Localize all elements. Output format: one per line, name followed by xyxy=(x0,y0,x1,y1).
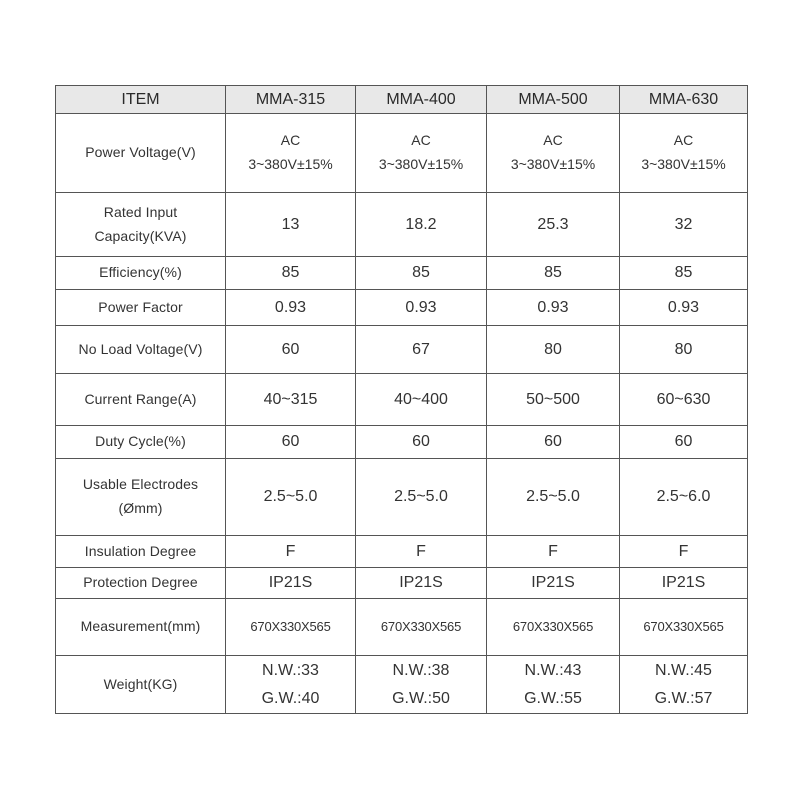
cell-line: AC xyxy=(411,132,431,149)
cell-line: G.W.:57 xyxy=(654,689,713,707)
cell-line: G.W.:55 xyxy=(524,689,582,707)
header-item: ITEM xyxy=(56,86,226,114)
cell-value xyxy=(226,114,356,193)
cell-value: IP21S xyxy=(487,568,620,599)
header-row xyxy=(56,86,748,114)
cell-value: 25.3 xyxy=(487,193,620,257)
cell-value: 60 xyxy=(226,426,356,459)
row-label-line: Power Voltage(V) xyxy=(85,144,196,161)
cell-value: F xyxy=(226,536,356,568)
cell-value: 67 xyxy=(356,326,487,374)
cell-value: 670X330X565 xyxy=(487,599,620,656)
cell-value: 40~400 xyxy=(356,374,487,426)
cell-value: 13 xyxy=(226,193,356,257)
cell-value: 670X330X565 xyxy=(620,599,748,656)
cell-value: 0.93 xyxy=(487,290,620,326)
cell-line: 3~380V±15% xyxy=(510,156,596,172)
cell-value: 2.5~5.0 xyxy=(356,459,487,536)
spec-table xyxy=(55,85,748,714)
cell-line: 3~380V±15% xyxy=(641,156,726,172)
cell-value xyxy=(226,656,356,714)
row-label xyxy=(56,114,226,193)
cell-value: F xyxy=(487,536,620,568)
cell-value: 40~315 xyxy=(226,374,356,426)
cell-value: 85 xyxy=(487,257,620,290)
cell-value: 60 xyxy=(356,426,487,459)
cell-value: 80 xyxy=(487,326,620,374)
cell-value xyxy=(487,656,620,714)
cell-value xyxy=(356,656,487,714)
cell-value: 0.93 xyxy=(620,290,748,326)
cell-value: 60~630 xyxy=(620,374,748,426)
row-label-line: (Ømm) xyxy=(118,500,163,516)
cell-value: 2.5~5.0 xyxy=(487,459,620,536)
row-power-voltage xyxy=(56,114,748,193)
cell-line: AC xyxy=(673,132,694,149)
row-protection-degree xyxy=(56,568,748,599)
row-measurement xyxy=(56,599,748,656)
row-label: Power Factor xyxy=(56,290,226,326)
cell-value: 50~500 xyxy=(487,374,620,426)
row-rated-input-capacity xyxy=(56,193,748,257)
cell-value: 18.2 xyxy=(356,193,487,257)
row-no-load-voltage xyxy=(56,326,748,374)
row-power-factor xyxy=(56,290,748,326)
cell-line: N.W.:38 xyxy=(392,662,450,680)
cell-value: 60 xyxy=(620,426,748,459)
row-efficiency xyxy=(56,257,748,290)
cell-line: N.W.:45 xyxy=(655,662,712,680)
cell-value: 0.93 xyxy=(226,290,356,326)
cell-value: 85 xyxy=(620,257,748,290)
cell-value: F xyxy=(356,536,487,568)
cell-value: 0.93 xyxy=(356,290,487,326)
cell-value: 2.5~6.0 xyxy=(620,459,748,536)
header-model-mma-500: MMA-500 xyxy=(487,86,620,114)
cell-value: 32 xyxy=(620,193,748,257)
row-weight xyxy=(56,656,748,714)
row-duty-cycle xyxy=(56,426,748,459)
cell-value: IP21S xyxy=(226,568,356,599)
cell-value: IP21S xyxy=(620,568,748,599)
cell-line: AC xyxy=(280,132,301,149)
cell-line: N.W.:33 xyxy=(262,662,319,680)
cell-line: 3~380V±15% xyxy=(248,156,333,172)
cell-value: 80 xyxy=(620,326,748,374)
row-label: No Load Voltage(V) xyxy=(56,326,226,374)
cell-line: G.W.:50 xyxy=(392,689,450,707)
cell-value xyxy=(620,656,748,714)
row-label-line: Usable Electrodes xyxy=(82,476,199,493)
row-label xyxy=(56,459,226,536)
cell-line: 3~380V±15% xyxy=(378,156,464,172)
cell-value: 60 xyxy=(487,426,620,459)
row-usable-electrodes xyxy=(56,459,748,536)
row-insulation-degree xyxy=(56,536,748,568)
cell-value xyxy=(487,114,620,193)
cell-line: AC xyxy=(543,132,563,149)
cell-value: 60 xyxy=(226,326,356,374)
cell-value: 2.5~5.0 xyxy=(226,459,356,536)
row-label-line: Capacity(KVA) xyxy=(94,227,187,244)
cell-value: F xyxy=(620,536,748,568)
row-label: Current Range(A) xyxy=(56,374,226,426)
row-label: Measurement(mm) xyxy=(56,599,226,656)
row-current-range xyxy=(56,374,748,426)
cell-value: 670X330X565 xyxy=(226,599,356,656)
cell-value: 85 xyxy=(356,257,487,290)
cell-value: 670X330X565 xyxy=(356,599,487,656)
row-label: Protection Degree xyxy=(56,568,226,599)
cell-line: G.W.:40 xyxy=(261,689,320,707)
header-model-mma-400: MMA-400 xyxy=(356,86,487,114)
cell-value xyxy=(356,114,487,193)
row-label xyxy=(56,193,226,257)
row-label-line: Rated Input xyxy=(103,203,178,220)
row-label: Insulation Degree xyxy=(56,536,226,568)
cell-value: 85 xyxy=(226,257,356,290)
cell-value xyxy=(620,114,748,193)
row-label: Duty Cycle(%) xyxy=(56,426,226,459)
header-model-mma-630: MMA-630 xyxy=(620,86,748,114)
cell-line: N.W.:43 xyxy=(524,662,582,680)
cell-value: IP21S xyxy=(356,568,487,599)
header-model-mma-315: MMA-315 xyxy=(226,86,356,114)
row-label: Weight(KG) xyxy=(56,656,226,714)
row-label: Efficiency(%) xyxy=(56,257,226,290)
